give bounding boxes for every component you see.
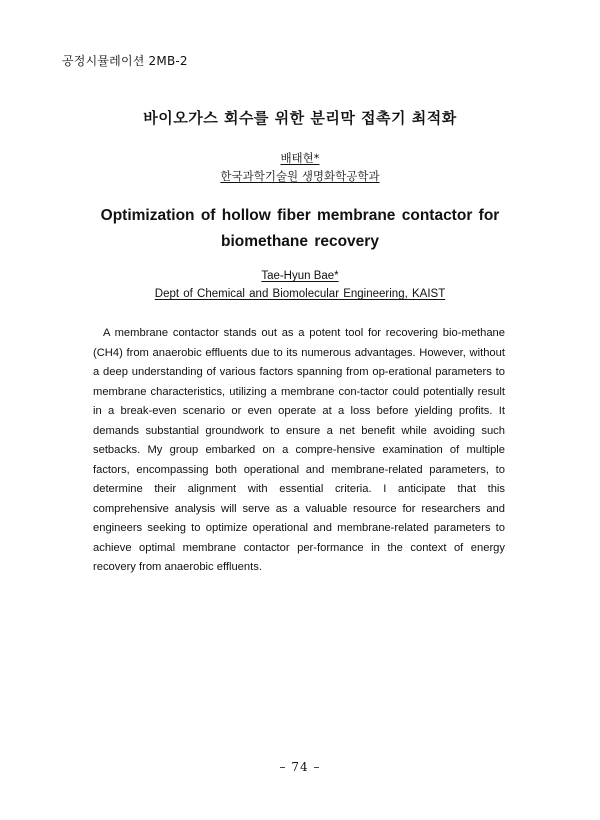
korean-affiliation bbox=[0, 168, 600, 184]
korean-author-name: 배태현* bbox=[280, 151, 320, 165]
korean-title: 바이오가스 회수를 위한 분리막 접촉기 최적화 bbox=[143, 109, 457, 127]
english-affiliation-text: Dept of Chemical and Biomolecular Engineering, KAIST bbox=[154, 288, 446, 300]
english-title: Optimization of hollow fiber membrane contactor for biomethane recovery bbox=[100, 207, 500, 250]
page-number: – 74 – bbox=[279, 760, 321, 774]
english-affiliation bbox=[0, 288, 600, 300]
korean-author bbox=[0, 150, 600, 166]
session-code: 공정시뮬레이션 2MB-2 bbox=[62, 54, 188, 68]
abstract-paragraph: A membrane contactor stands out as a potent tool for recovering bio-methane (CH4) from anaerobic effluents due to its numerous advantages. However, without a deep understanding of various factors spanning from op-erational parameters to membrane characteristics, utilizing a membrane con-tactor could potentially result in a break-even scenario or even operate at a loss before yielding profits. It demands substantial groundwork to ensure a net benefit while avoiding such setbacks. My group embarked on a compre-hensive examination of multiple factors, encompassing both operational and membrane-related parameters, to determine their alignment with essential criteria. I anticipate that this comprehensive analysis will serve as a valuable resource for researchers and engineers seeking to optimize operational and membrane-related parameters to achieve optimal membrane contactor per-formance in the context of energy recovery from anaerobic effluents. bbox=[93, 327, 505, 573]
english-author-name: Tae-Hyun Bae* bbox=[261, 270, 339, 282]
english-author bbox=[0, 270, 600, 282]
korean-affiliation-text: 한국과학기술원 생명화학공학과 bbox=[220, 169, 380, 183]
